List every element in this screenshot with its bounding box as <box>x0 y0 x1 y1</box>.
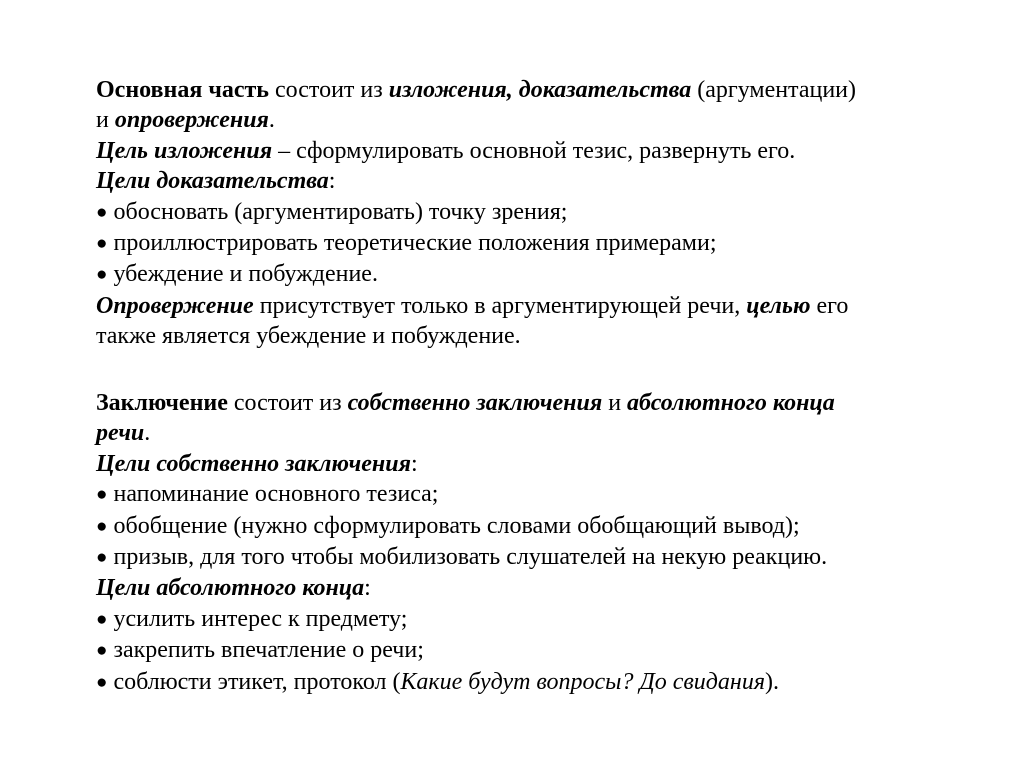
bullet-icon: ● <box>96 671 108 693</box>
main-part-intro-line-2: и опровержения. <box>96 107 275 134</box>
list-item: ● призыв, для того чтобы мобилизовать слушателей на некую реакцию. <box>96 544 828 571</box>
exposition-goal-line: Цель изложения – сформулировать основной тезис, развернуть его. <box>96 137 796 164</box>
list-item: ● проиллюстрировать теоретические положения примерами; <box>96 230 717 257</box>
bullet-icon: ● <box>96 608 108 630</box>
list-item: ● обобщение (нужно сформулировать словами обобщающий вывод); <box>96 512 800 539</box>
list-item: ● напоминание основного тезиса; <box>96 481 439 508</box>
bullet-icon: ● <box>96 484 108 506</box>
conclusion-intro-line-2: речи. <box>96 420 151 447</box>
refutation-line-2: также является убеждение и побуждение. <box>96 323 521 350</box>
bullet-icon: ● <box>96 233 108 255</box>
refutation-label: Опровержение <box>96 292 254 319</box>
conclusion-intro-line: Заключение состоит из собственно заключения и абсолютного конца <box>96 390 835 416</box>
absolute-end-goals-heading: Цели абсолютного конца: <box>96 575 371 602</box>
own-conclusion-goals-heading: Цели собственно заключения: <box>96 450 418 477</box>
conclusion-section <box>96 388 966 698</box>
list-item: ● усилить интерес к предмету; <box>96 605 408 632</box>
exposition-goal-label: Цель изложения <box>96 137 273 164</box>
list-item: ● обосновать (аргументировать) точку зрения; <box>96 198 568 225</box>
main-part-heading: Основная часть <box>96 77 269 103</box>
bullet-icon: ● <box>96 640 108 662</box>
refutation-line: Опровержение присутствует только в аргументирующей речи, целью его <box>96 292 849 319</box>
proof-goals-heading: Цели доказательства: <box>96 168 336 195</box>
main-part-intro-line: Основная часть состоит из изложения, доказательства (аргументации) <box>96 77 857 103</box>
conclusion-heading: Заключение <box>96 390 228 416</box>
list-item: ● соблюсти этикет, протокол (Какие будут вопросы? До свидания). <box>96 668 779 695</box>
bullet-icon: ● <box>96 547 108 569</box>
main-part-section <box>96 75 966 352</box>
bullet-icon: ● <box>96 515 108 537</box>
list-item: ● закрепить впечатление о речи; <box>96 637 424 664</box>
bullet-icon: ● <box>96 201 108 223</box>
list-item: ● убеждение и побуждение. <box>96 261 378 288</box>
bullet-icon: ● <box>96 264 108 286</box>
